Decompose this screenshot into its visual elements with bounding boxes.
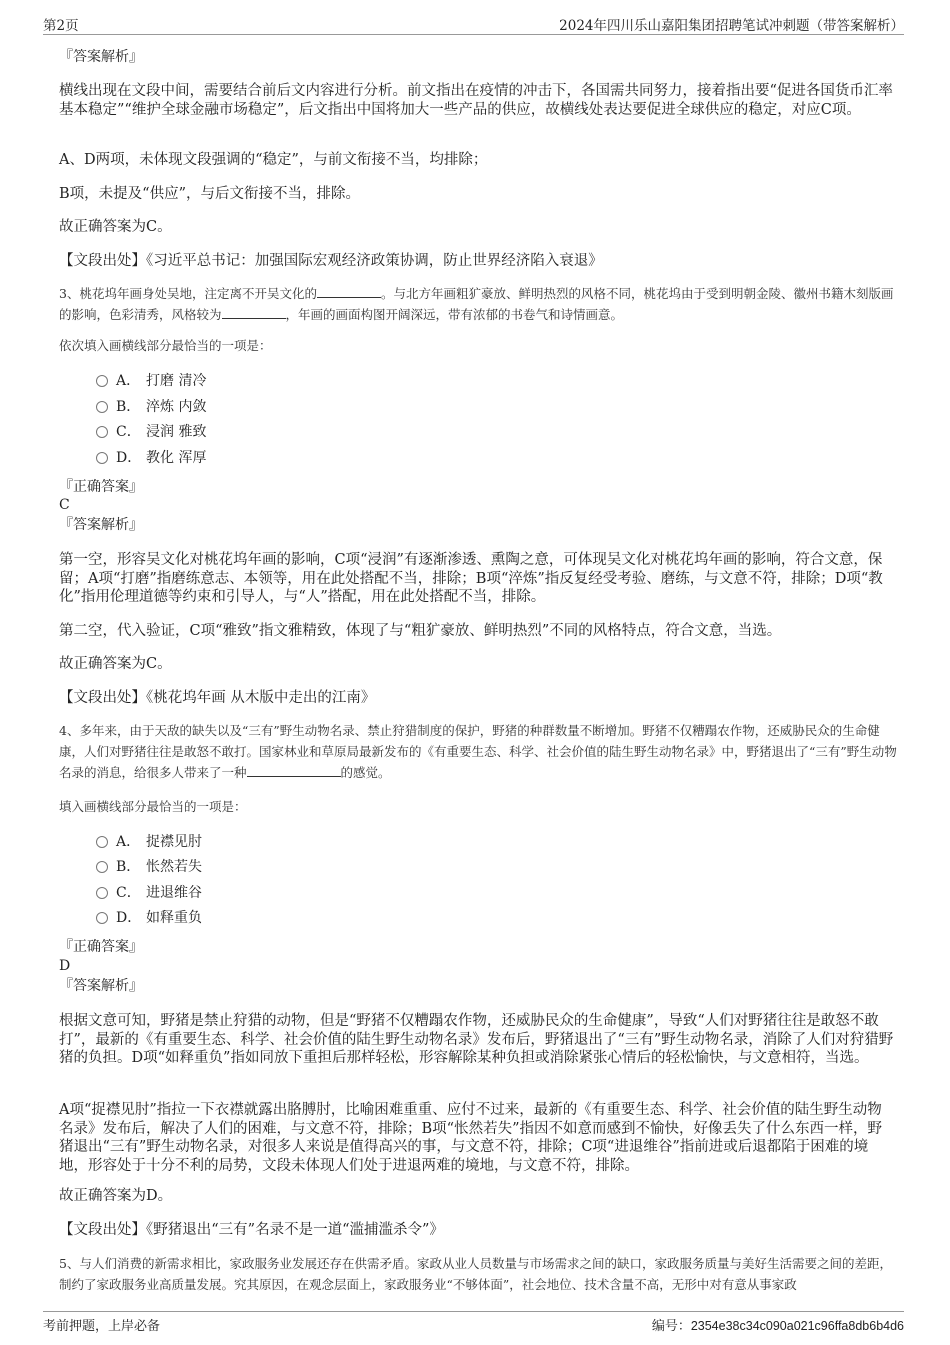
q3-option-a[interactable]: A． 打磨 清冷 [96, 371, 206, 391]
q3-answer: C [59, 497, 70, 513]
radio-icon[interactable] [96, 912, 108, 924]
radio-icon[interactable] [96, 836, 108, 848]
footer-serial: 编号：2354e38c34c090a021c96ffa8db6b4d6 [651, 1319, 904, 1334]
q4-option-d[interactable]: D． 如释重负 [96, 908, 202, 928]
radio-icon[interactable] [96, 401, 108, 413]
page-footer [43, 1311, 904, 1334]
page-header [43, 12, 904, 35]
fill-blank [317, 285, 381, 298]
q3-option-b[interactable]: B． 淬炼 内敛 [96, 397, 206, 417]
q4-answer-title: 『正确答案』 [59, 939, 143, 955]
q3-answer-title: 『正确答案』 [59, 479, 143, 495]
q4-source: 【文段出处】《野猪退出“三有”名录不是一道“滥捕滥杀令”》 [59, 1222, 444, 1238]
q4-option-a[interactable]: A． 捉襟见肘 [96, 832, 202, 852]
q4-prompt: 填入画横线部分最恰当的一项是： [59, 799, 247, 814]
q4-analysis-title: 『答案解析』 [59, 978, 143, 994]
q3-stem: 3、桃花坞年画身处吴地，注定离不开吴文化的 。与北方年画粗犷豪放、鲜明热烈的风格不同，桃花坞由于受到明朝金陵、徽州书籍木刻版画的影响，色彩清秀，风格较为 ，年画的画面构图开阔深远，带有浓郁的书卷气和诗情画意。 [59, 286, 894, 322]
q5-stem: 5、与人们消费的新需求相比，家政服务业发展还存在供需矛盾。家政从业人员数量与市场需求之间的缺口，家政服务质量与美好生活需要之间的差距，制约了家政服务业高质量发展。究其原因，在观念层面上，家政服务业“不够体面”，社会地位、技术含量不高，无形中对有意从事家政 [59, 1256, 892, 1292]
q2-analysis-title: 『答案解析』 [59, 49, 143, 65]
q4-stem: 4、多年来，由于天敌的缺失以及“三有”野生动物名录、禁止狩猎制度的保护，野猪的种群数量不断增加。野猪不仅糟蹋农作物，还威胁民众的生命健康，人们对野猪往往是敢怒不敢打。国家林业和草原局最新发布的《有重要生态、科学、社会价值的陆生野生动物名录》中，野猪退出了“三有”野生动物名录的消息，给很多人带来了一种 的感觉。 [59, 723, 897, 780]
q2-analysis-p1: 横线出现在文段中间，需要结合前后文内容进行分析。前文指出在疫情的冲击下，各国需共同努力，接着指出要“促进各国货币汇率基本稳定”“维护全球金融市场稳定”，后文指出中国将加大一些产品的供应，故横线处表达要促进全球供应的稳定，对应C项。 [59, 83, 893, 118]
q4-answer: D [59, 958, 71, 974]
q3-option-d[interactable]: D． 教化 浑厚 [96, 448, 206, 468]
q3-prompt: 依次填入画横线部分最恰当的一项是： [59, 338, 272, 353]
q2-analysis-p2: A、D两项，未体现文段强调的“稳定”，与前文衔接不当，均排除； [59, 152, 488, 168]
q4-option-b[interactable]: B． 怅然若失 [96, 857, 202, 877]
q3-analysis-p1: 第一空，形容吴文化对桃花坞年画的影响，C项“浸润”有逐渐渗透、熏陶之意，可体现吴文化对桃花坞年画的影响，符合文意，保留；A项“打磨”指磨练意志、本领等，用在此处搭配不当，排除；B项“淬炼”指反复经受考验、磨练，与文意不符，排除；D项“教化”指用伦理道德等约束和引导人，与“人”搭配，用在此处搭配不当，排除。 [59, 552, 883, 605]
q4-option-c[interactable]: C． 进退维谷 [96, 883, 202, 903]
fill-blank [222, 306, 286, 319]
footer-slogan: 考前押题，上岸必备 [43, 1319, 161, 1334]
serial-number: 2354e38c34c090a021c96ffa8db6b4d6 [690, 1319, 904, 1333]
page-number: 第2页 [43, 18, 79, 34]
document-title: 2024年四川乐山嘉阳集团招聘笔试冲刺题（带答案解析） [559, 18, 904, 34]
radio-icon[interactable] [96, 375, 108, 387]
q4-answer-summary: 故正确答案为D。 [59, 1188, 173, 1204]
radio-icon[interactable] [96, 426, 108, 438]
radio-icon[interactable] [96, 452, 108, 464]
radio-icon[interactable] [96, 887, 108, 899]
q3-analysis-p2: 第二空，代入验证，C项“雅致”指文雅精致，体现了与“粗犷豪放、鲜明热烈”不同的风格特点，符合文意，当选。 [59, 623, 782, 639]
q2-answer-summary: 故正确答案为C。 [59, 219, 172, 235]
q2-analysis-p3: B项，未提及“供应”，与后文衔接不当，排除。 [59, 186, 360, 202]
radio-icon[interactable] [96, 861, 108, 873]
fill-blank [247, 764, 341, 777]
q4-analysis-p2: A项“捉襟见肘”指拉一下衣襟就露出胳膊肘，比喻困难重重、应付不过来，最新的《有重要生态、科学、社会价值的陆生野生动物名录》发布后，解决了人们的困难，与文意不符，排除；B项“怅然若失”指因不如意而感到不愉快，好像丢失了什么东西一样，野猪退出“三有”野生动物名录，对很多人来说是值得高兴的事，与文意不符，排除；C项“进退维谷”指前进或后退都陷于困难的境地，形容处于十分不利的局势，文段未体现人们处于进退两难的境地，与文意不符，排除。 [59, 1102, 882, 1174]
q2-source: 【文段出处】《习近平总书记：加强国际宏观经济政策协调，防止世界经济陷入衰退》 [59, 253, 603, 269]
q3-answer-summary: 故正确答案为C。 [59, 656, 172, 672]
q3-option-c[interactable]: C． 浸润 雅致 [96, 422, 206, 442]
q3-analysis-title: 『答案解析』 [59, 517, 143, 533]
q3-source: 【文段出处】《桃花坞年画 从木版中走出的江南》 [59, 690, 376, 706]
q4-analysis-p1: 根据文意可知，野猪是禁止狩猎的动物，但是“野猪不仅糟蹋农作物，还威胁民众的生命健康”，导致“人们对野猪往往是敢怒不敢打”，最新的《有重要生态、科学、社会价值的陆生野生动物名录》发布后，野猪退出了“三有”野生动物名录，消除了人们对狩猎野猪的负担。D项“如释重负”指如同放下重担后那样轻松，形容解除某种负担或消除紧张心情后的轻松愉快，与文意相符，当选。 [59, 1013, 894, 1066]
